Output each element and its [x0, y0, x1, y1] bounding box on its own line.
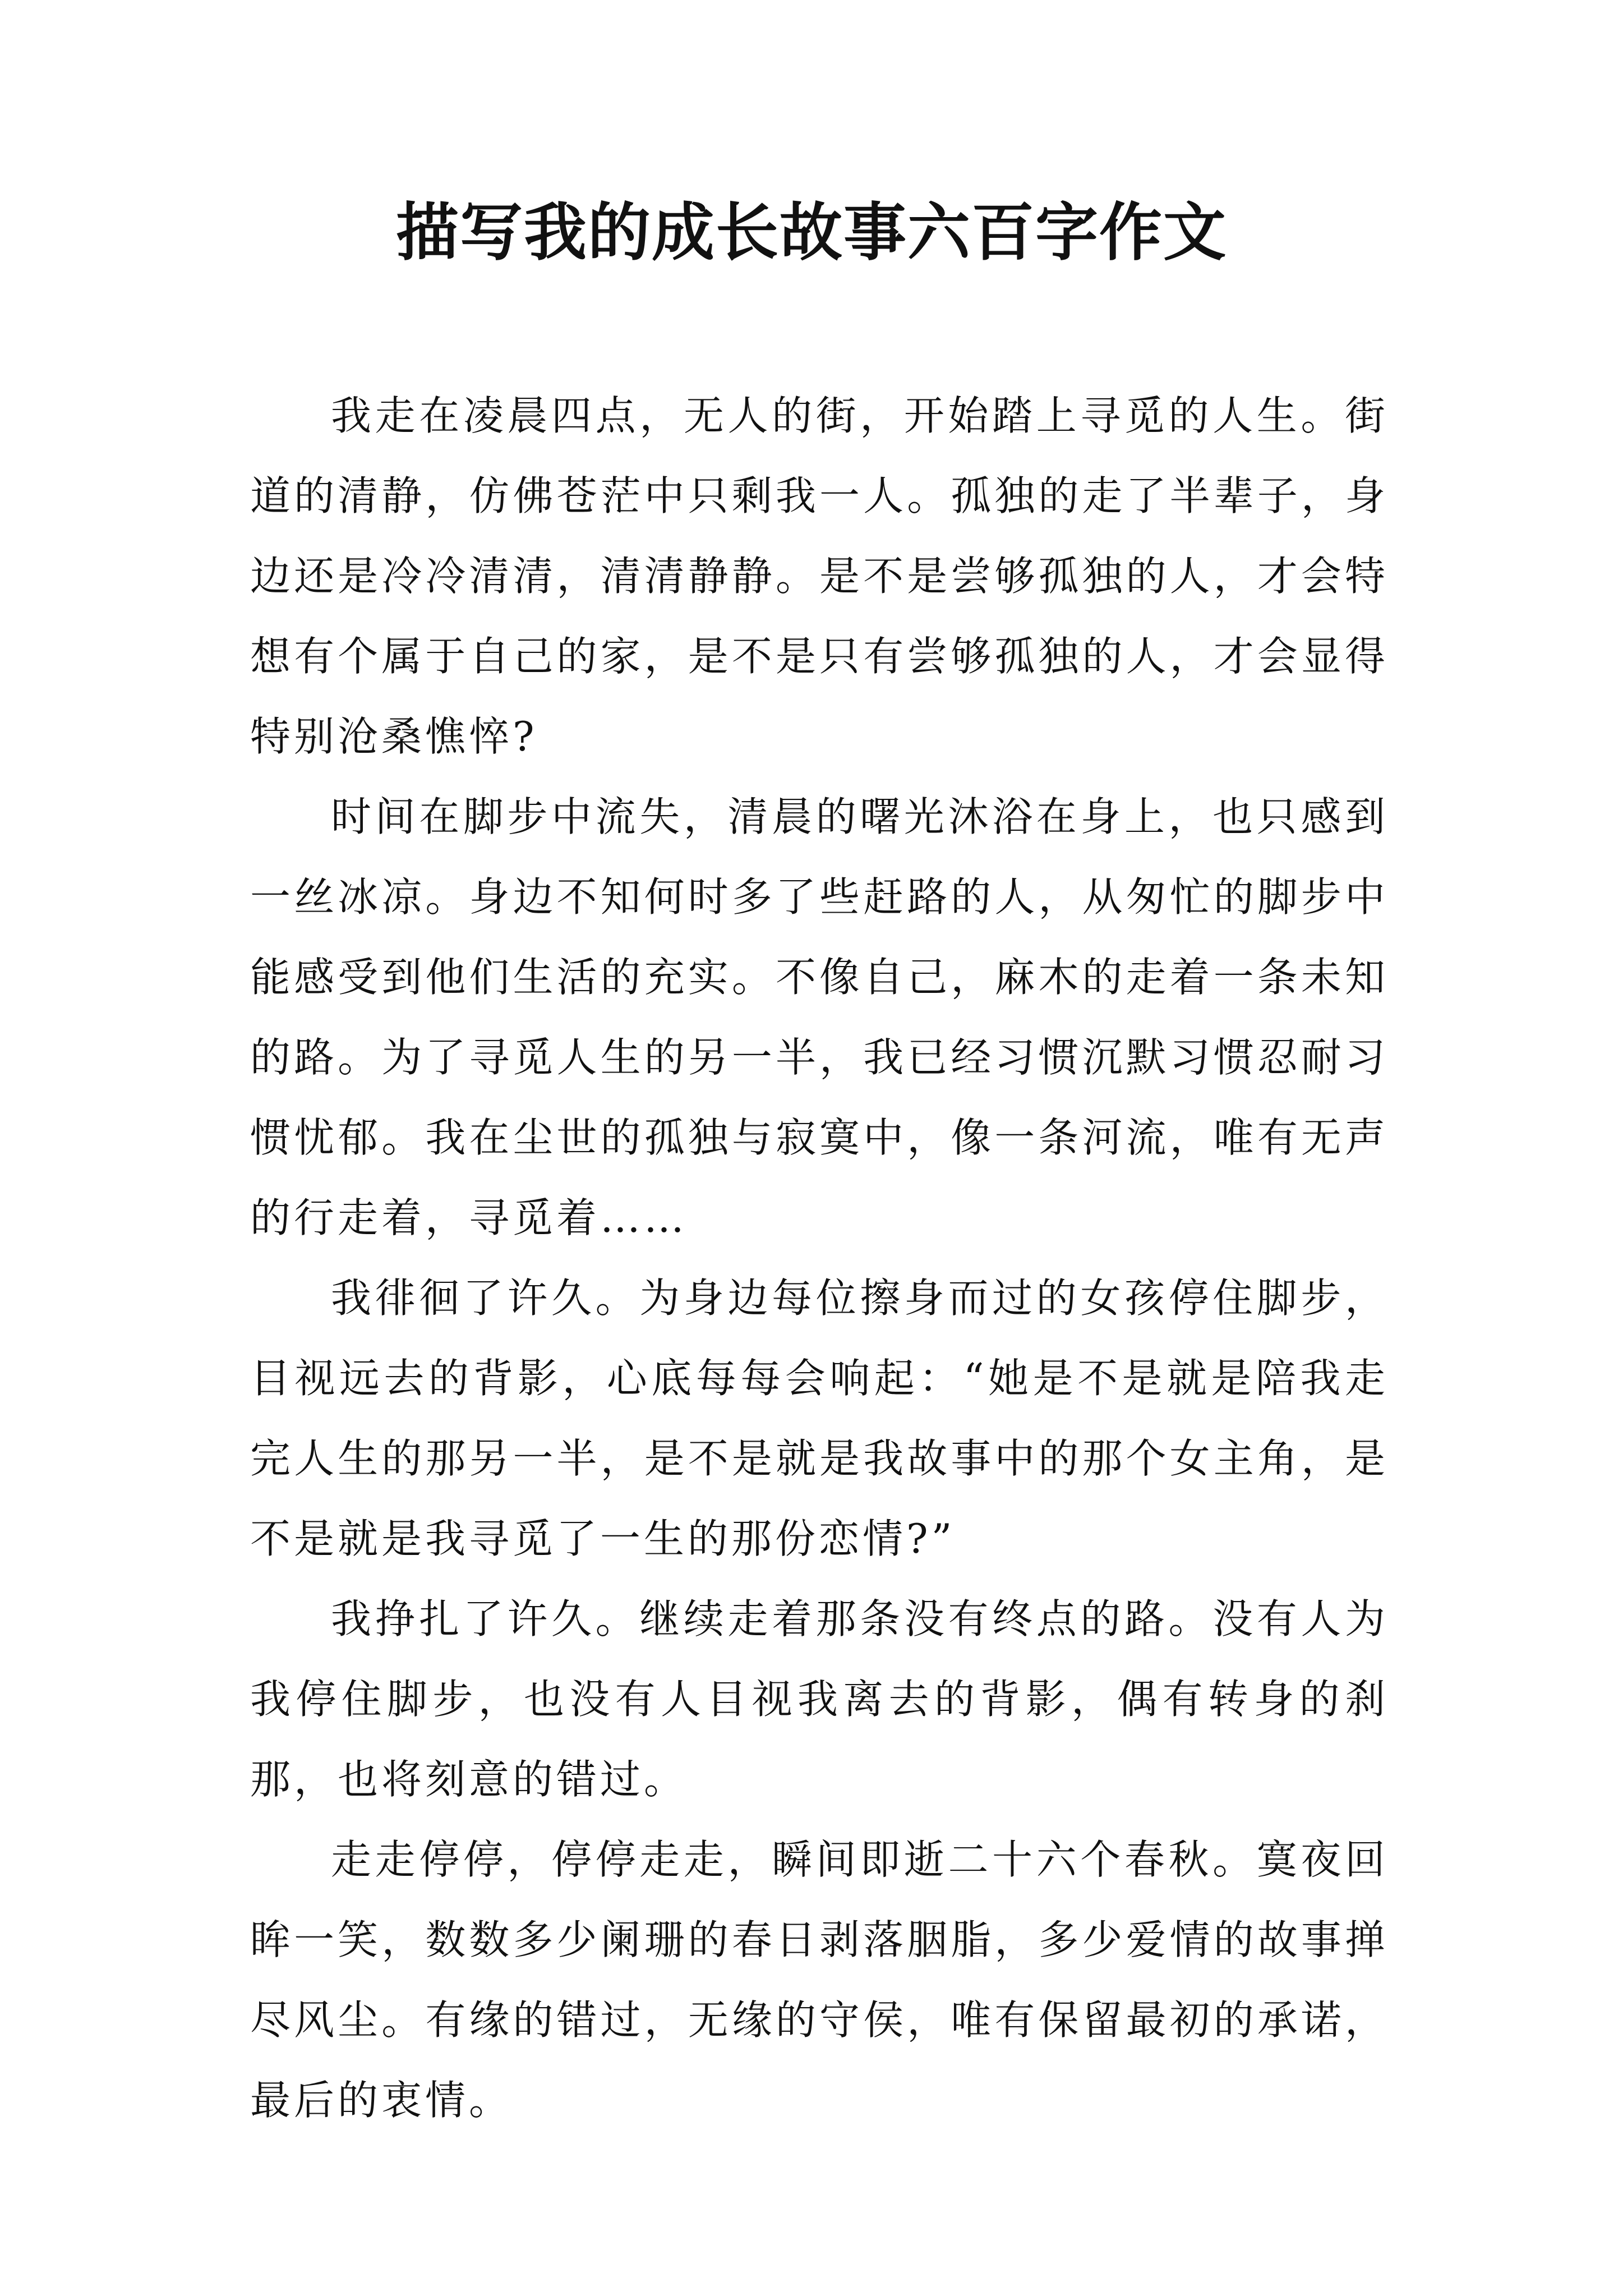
document-title: 描写我的成长故事六百字作文 — [396, 196, 1227, 269]
paragraph-3: 我徘徊了许久。为身边每位擦身而过的女孩停住脚步，目视远去的背影，心底每每会响起：“她是不是就是陪我走完人生的那另一半，是不是就是我故事中的那个女主角，是不是就是我寻觅了一生的那份恋情?” — [250, 1274, 1389, 1562]
paragraph-4: 我挣扎了许久。继续走着那条没有终点的路。没有人为我停住脚步，也没有人目视我离去的背影，偶有转身的刹那，也将刻意的错过。 — [250, 1595, 1389, 1803]
paragraph-1: 我走在凌晨四点，无人的街，开始踏上寻觅的人生。街道的清静，仿佛苍茫中只剩我一人。孤独的走了半辈子，身边还是冷冷清清，清清静静。是不是尝够孤独的人，才会特想有个属于自己的家，是不是只有尝够孤独的人，才会显得特别沧桑憔悴? — [250, 392, 1389, 760]
document-body — [250, 376, 1389, 2141]
paragraph-2: 时间在脚步中流失，清晨的曙光沐浴在身上，也只感到一丝冰凉。身边不知何时多了些赶路的人，从匆忙的脚步中能感受到他们生活的充实。不像自己，麻木的走着一条未知的路。为了寻觅人生的另一半，我已经习惯沉默习惯忍耐习惯忧郁。我在尘世的孤独与寂寞中，像一条河流，唯有无声的行走着，寻觅着…… — [250, 793, 1389, 1241]
paragraph-5: 走走停停，停停走走，瞬间即逝二十六个春秋。寞夜回眸一笑，数数多少阑珊的春日剥落胭脂，多少爱情的故事掸尽风尘。有缘的错过，无缘的守侯，唯有保留最初的承诺，最后的衷情。 — [250, 1836, 1389, 2124]
